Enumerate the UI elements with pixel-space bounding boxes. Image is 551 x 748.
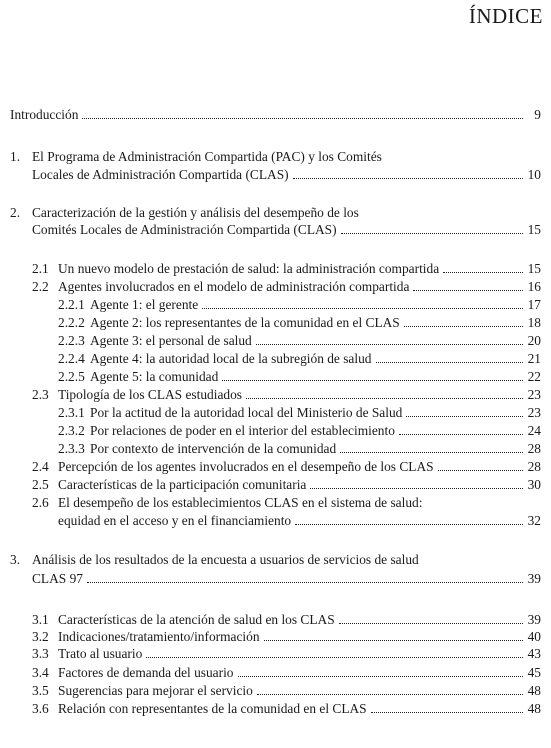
toc-subsection-number: 2.3.1 <box>58 405 85 420</box>
toc-page-number: 17 <box>527 297 541 312</box>
toc-chapter-2 <box>32 222 541 238</box>
toc-subsection-number: 2.2.2 <box>58 315 85 330</box>
toc-page-number: 15 <box>527 222 541 237</box>
toc-section-number: 2.5 <box>32 477 49 492</box>
toc-section-text: Un nuevo modelo de prestación de salud: la administración compartida <box>58 261 440 276</box>
toc-chapter-2-number: 2. <box>10 205 21 220</box>
toc-page-number: 39 <box>527 571 541 586</box>
toc-section-3-1 <box>32 612 541 628</box>
dot-leader <box>404 326 523 327</box>
dot-leader <box>443 272 523 273</box>
toc-section-number: 3.5 <box>32 683 49 698</box>
toc-chapter-3-number: 3. <box>10 552 21 567</box>
toc-subsection-2-2-3 <box>58 333 541 349</box>
toc-page-number: 20 <box>527 333 541 348</box>
toc-chapter-3-line1: Análisis de los resultados de la encuesta a usuarios de servicios de salud <box>32 552 419 567</box>
toc-section-2-5 <box>32 477 541 493</box>
toc-section-text: Características de la participación comunitaria <box>58 477 307 492</box>
toc-page-number: 28 <box>527 441 541 456</box>
dot-leader <box>82 118 523 119</box>
toc-section-3-6 <box>32 701 541 717</box>
toc-page-number: 39 <box>527 612 541 627</box>
dot-leader <box>413 290 523 291</box>
toc-page-number: 9 <box>534 107 541 122</box>
toc-section-text: Trato al usuario <box>58 646 143 661</box>
toc-subsection-text: Agente 5: la comunidad <box>90 369 219 384</box>
toc-entry-intro <box>10 107 541 123</box>
toc-page-number: 24 <box>527 423 541 438</box>
toc-chapter-1-line2: Locales de Administración Compartida (CLAS) <box>32 167 289 182</box>
toc-subsection-2-3-1 <box>58 405 541 421</box>
toc-section-number: 3.1 <box>32 612 49 627</box>
toc-section-2-4 <box>32 459 541 475</box>
toc-section-text: Indicaciones/tratamiento/información <box>58 629 260 644</box>
toc-page-number: 32 <box>527 513 541 528</box>
dot-leader <box>295 524 523 525</box>
toc-page-number: 30 <box>527 477 541 492</box>
dot-leader <box>339 623 523 624</box>
toc-subsection-number: 2.2.3 <box>58 333 85 348</box>
toc-section-2-1 <box>32 261 541 277</box>
toc-subsection-number: 2.2.4 <box>58 351 85 366</box>
dot-leader <box>293 178 523 179</box>
dot-leader <box>438 470 523 471</box>
toc-subsection-number: 2.3.2 <box>58 423 85 438</box>
toc-page-number: 45 <box>527 665 541 680</box>
dot-leader <box>202 308 523 309</box>
dot-leader <box>246 398 523 399</box>
dot-leader <box>406 416 523 417</box>
toc-page-number: 23 <box>527 387 541 402</box>
dot-leader <box>340 452 523 453</box>
toc-page-number: 40 <box>527 629 541 644</box>
toc-subsection-2-2-2 <box>58 315 541 331</box>
toc-subsection-2-3-3 <box>58 441 541 457</box>
toc-section-number: 3.4 <box>32 665 49 680</box>
toc-chapter-3 <box>32 571 541 587</box>
toc-page-number: 18 <box>527 315 541 330</box>
toc-section-2-6-line2: equidad en el acceso y en el financiamiento <box>58 513 292 528</box>
toc-page-number: 15 <box>527 261 541 276</box>
toc-section-3-5 <box>32 683 541 699</box>
toc-section-3-4 <box>32 665 541 681</box>
toc-page-number: 48 <box>527 701 541 716</box>
toc-subsection-number: 2.2.5 <box>58 369 85 384</box>
toc-subsection-2-3-2 <box>58 423 541 439</box>
toc-subsection-2-2-4 <box>58 351 541 367</box>
dot-leader <box>399 434 523 435</box>
dot-leader <box>341 233 523 234</box>
toc-chapter-2-line2: Comités Locales de Administración Compartida (CLAS) <box>32 222 337 237</box>
toc-section-number: 2.4 <box>32 459 49 474</box>
toc-section-number: 2.3 <box>32 387 49 402</box>
toc-section-text: Agentes involucrados en el modelo de administración compartida <box>58 279 410 294</box>
dot-leader <box>371 712 523 713</box>
toc-subsection-number: 2.2.1 <box>58 297 85 312</box>
toc-chapter-1-number: 1. <box>10 149 21 164</box>
index-title: ÍNDICE <box>468 4 543 28</box>
toc-section-2-2 <box>32 279 541 295</box>
toc-page-number: 23 <box>527 405 541 420</box>
toc-section-2-6-number: 2.6 <box>32 495 49 510</box>
toc-chapter-2-line1: Caracterización de la gestión y análisis del desempeño de los <box>32 205 359 220</box>
toc-subsection-number: 2.3.3 <box>58 441 85 456</box>
toc-section-text: Factores de demanda del usuario <box>58 665 234 680</box>
toc-section-3-2 <box>32 629 541 645</box>
toc-section-number: 2.2 <box>32 279 49 294</box>
toc-section-2-6 <box>58 513 541 529</box>
toc-page-number: 22 <box>527 369 541 384</box>
toc-subsection-text: Agente 3: el personal de salud <box>90 333 252 348</box>
toc-chapter-1 <box>32 167 541 183</box>
toc-section-text: Tipología de los CLAS estudiados <box>58 387 243 402</box>
toc-section-number: 3.3 <box>32 646 49 661</box>
toc-section-2-3 <box>32 387 541 403</box>
dot-leader <box>256 344 523 345</box>
toc-entry-text: Introducción <box>10 107 79 122</box>
toc-subsection-text: Por contexto de intervención de la comunidad <box>90 441 337 456</box>
toc-subsection-text: Agente 2: los representantes de la comunidad en el CLAS <box>90 315 400 330</box>
toc-section-text: Sugerencias para mejorar el servicio <box>58 683 253 698</box>
toc-page-number: 43 <box>527 646 541 661</box>
toc-chapter-1-line1: El Programa de Administración Compartida (PAC) y los Comités <box>32 149 382 164</box>
toc-page-number: 28 <box>527 459 541 474</box>
dot-leader <box>146 657 523 658</box>
dot-leader <box>310 488 523 489</box>
dot-leader <box>238 676 523 677</box>
dot-leader <box>222 380 523 381</box>
toc-subsection-2-2-1 <box>58 297 541 313</box>
toc-section-text: Percepción de los agentes involucrados en el desempeño de los CLAS <box>58 459 434 474</box>
dot-leader <box>257 694 523 695</box>
toc-subsection-text: Agente 1: el gerente <box>90 297 199 312</box>
dot-leader <box>264 640 523 641</box>
toc-section-number: 3.6 <box>32 701 49 716</box>
toc-subsection-text: Agente 4: la autoridad local de la subregión de salud <box>90 351 372 366</box>
toc-page-number: 21 <box>527 351 541 366</box>
toc-section-3-3 <box>32 646 541 662</box>
dot-leader <box>87 582 523 583</box>
toc-page-number: 48 <box>527 683 541 698</box>
toc-subsection-2-2-5 <box>58 369 541 385</box>
toc-page-number: 16 <box>527 279 541 294</box>
toc-section-text: Relación con representantes de la comunidad en el CLAS <box>58 701 367 716</box>
toc-section-text: Características de la atención de salud en los CLAS <box>58 612 335 627</box>
toc-section-2-6-line1: El desempeño de los establecimientos CLAS en el sistema de salud: <box>58 495 423 510</box>
toc-subsection-text: Por la actitud de la autoridad local del Ministerio de Salud <box>90 405 403 420</box>
dot-leader <box>376 362 524 363</box>
toc-page-number: 10 <box>527 167 541 182</box>
toc-subsection-text: Por relaciones de poder en el interior del establecimiento <box>90 423 395 438</box>
toc-chapter-3-line2: CLAS 97 <box>32 571 83 586</box>
toc-section-number: 3.2 <box>32 629 49 644</box>
toc-section-number: 2.1 <box>32 261 49 276</box>
